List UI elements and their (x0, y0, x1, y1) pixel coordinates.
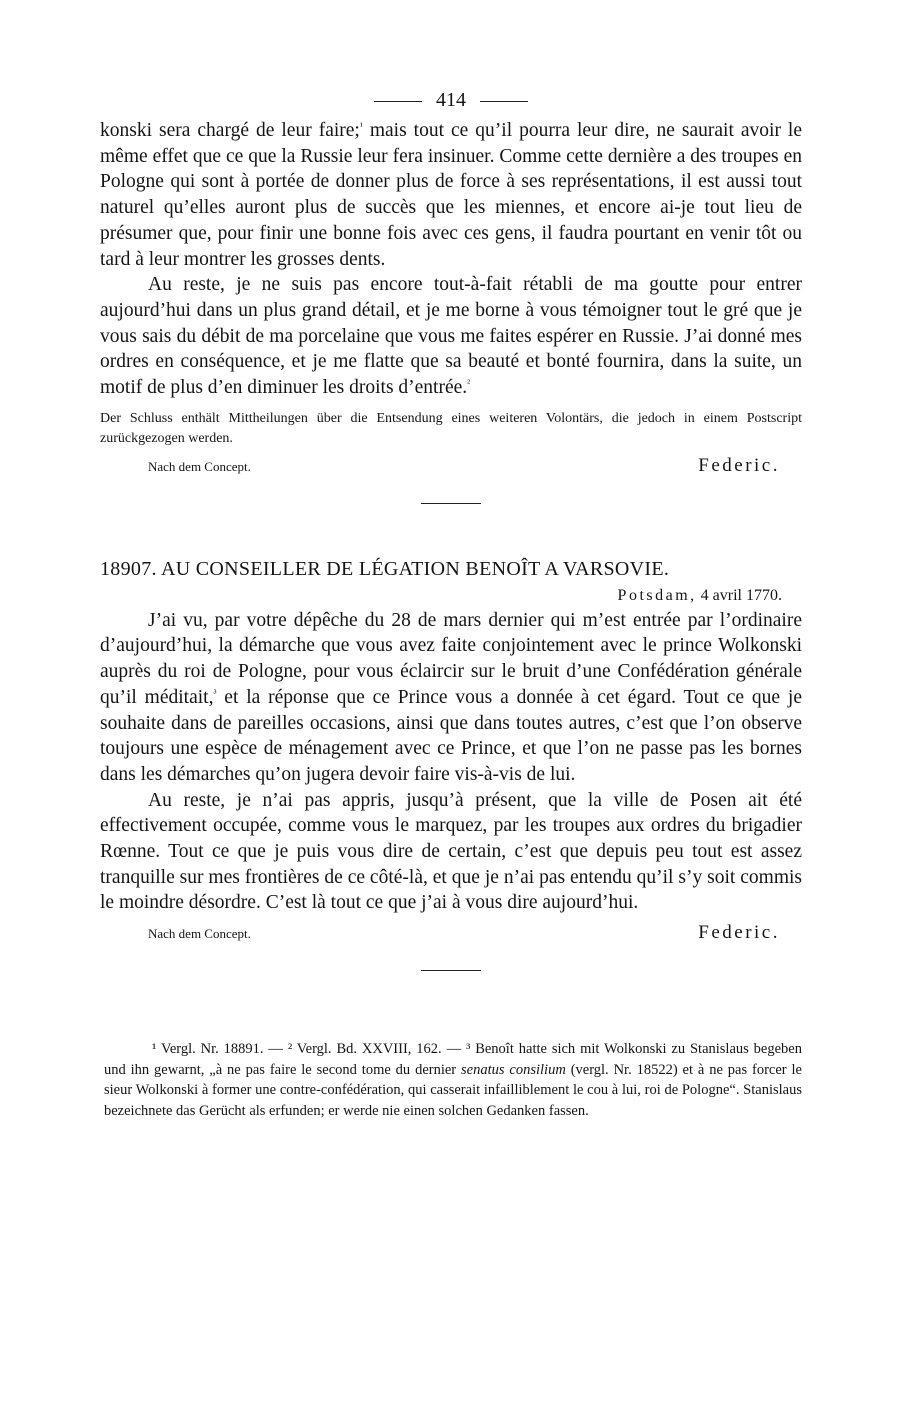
place-date-line (100, 584, 802, 608)
signature: Federic. (698, 922, 780, 944)
letter-2-paragraph-1: J’ai vu, par votre dépêche du 28 de mars dernier qui m’est entrée par l’ordinaire d’aujourd’hui, la démarche que vous avez faite conjointement avec le prince Wolkonski auprès du roi de Pologne, pour vous éclaircir sur le bruit d’une Confédération générale qu’il méditait,$^{^3}$ et la réponse que ce Prince vous a donnée à cet égard. Tout ce que je souhaite dans de pareilles occasions, ainsi que dans toutes autres, c’est que l’on observe toujours une espèce de ménagement avec ce Prince, et que l’on ne passe pas les bornes dans les démarches qu’on jugera devoir faire vis-à-vis de lui. (100, 609, 802, 785)
footnotes-part-2: (vergl. Nr. 18522) et à ne pas forcer le sieur Wolkonski à former une contre-confédération, qui casserait infailliblement le cou à lui, roi de Pologne“. Stanislaus bezeichnete das Gerücht als erfunden; er werde nie einen solchen Gedanken fassen. (104, 1061, 802, 1119)
footnote-marker: ¹ (359, 121, 363, 132)
footnote-italic-term: senatus consilium (461, 1061, 566, 1078)
page-number: 414 (436, 89, 466, 111)
section-divider (421, 503, 481, 504)
editorial-note: Der Schluss enthält Mittheilungen über die Entsendung eines weiteren Volontärs, die jedoch in einem Postscript zurückgezogen werden. (100, 410, 802, 446)
letter-1-paragraph-2: Au reste, je ne suis pas encore tout-à-fait rétabli de ma goutte pour entrer aujourd’hui dans un plus grand détail, et je me borne à vous témoigner tout le gré que je vous sais du débit de ma porcelaine que vous me faites espérer en Russie. J’ai donné mes ordres en conséquence, et je me flatte que sa beauté et bonté fournira, dans la suite, un motif de plus d’en diminuer les droits d’entrée.$^{^2}$ (100, 274, 802, 399)
letter-1-paragraph-1: konski sera chargé de leur faire;$^{^1}$ mais tout ce qu’il pourra leur dire, ne saurait avoir le même effet que ce que la Russie leur fera insinuer. Comme cette dernière a des troupes en Pologne qui sont à portée de donner plus de force à ses représentations, il est aussi tout naturel qu’elles auront plus de succès que les miennes, et encore ai-je tout lieu de présumer que, pour finir une bonne fois avec ces gens, il faudra pourtant en venir tôt ou tard à leur montrer les grosses dents. (100, 120, 803, 270)
header-rule-right (480, 101, 528, 102)
letter-1-closing (100, 455, 802, 477)
section-divider (421, 970, 481, 971)
footnote-marker: ³ (213, 687, 217, 699)
signature: Federic. (698, 454, 780, 476)
letter-place: Potsdam, (617, 586, 697, 604)
footnotes (100, 1039, 802, 1121)
letter-continuation (100, 118, 802, 477)
footnotes-part-1: ¹ Vergl. Nr. 18891. — ² Vergl. Bd. XXVIII, 162. — ³ Benoît hatte sich mit Wolkonski zu Stanislaus begeben und ihn gewarnt, „à ne pas faire le second tome du dernier (104, 1041, 802, 1078)
book-page (100, 88, 802, 1121)
header-rule-left (374, 101, 422, 102)
source-note: Nach dem Concept. (148, 926, 251, 942)
source-note: Nach dem Concept. (148, 458, 251, 474)
letter-heading: 18907. AU CONSEILLER DE LÉGATION BENOÎT A VARSOVIE. (100, 557, 670, 580)
page-header (100, 88, 802, 112)
footnotes-text (104, 1039, 802, 1121)
letter-date: 4 avril 1770. (700, 586, 782, 604)
letter-2-closing (100, 922, 802, 944)
footnote-marker: ² (467, 378, 471, 390)
letter-18907 (100, 556, 802, 944)
letter-2-paragraph-2: Au reste, je n’ai pas appris, jusqu’à présent, que la ville de Posen ait été effectivement occupée, comme vous le marquez, par les troupes aux ordres du brigadier Rœnne. Tout ce que je puis vous dire de certain, c’est que depuis peu tout est assez tranquille sur mes frontières de ce côté-là, et que je n’ai pas entendu qu’il s’y soit commis le moindre désordre. C’est là tout ce que j’ai à vous dire aujourd’hui. (100, 789, 802, 914)
